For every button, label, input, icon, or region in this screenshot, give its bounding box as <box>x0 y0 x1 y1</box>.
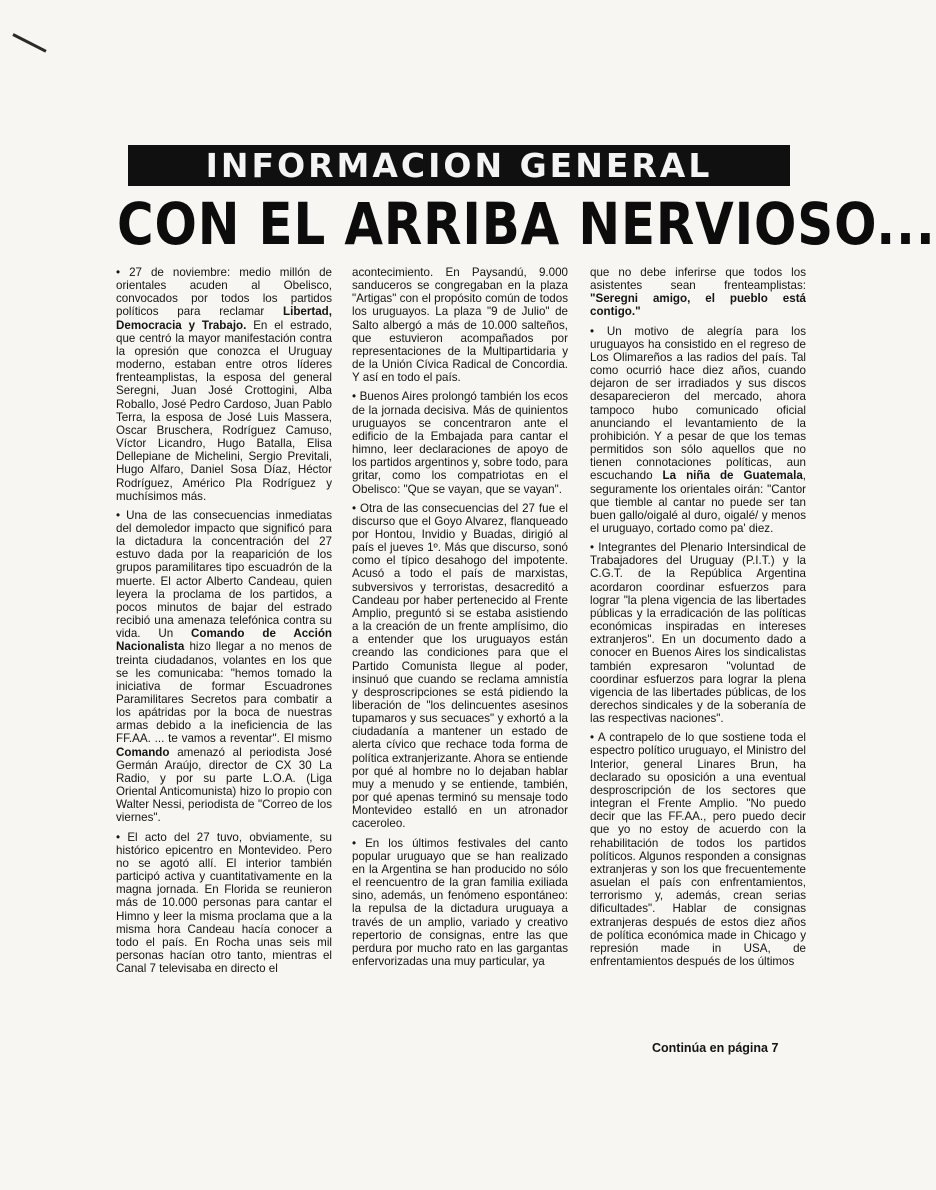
article-column-2 <box>352 266 568 968</box>
bold-text: "Seregni amigo, el pueblo está contigo." <box>590 292 806 319</box>
paragraph-text: • Una de las consecuencias inmediatas del demoledor impacto que significó para la dictadura la concentración del 27 estuvo dada por la reaparición de los grupos paramilitares tipo escuadrón de la muerte. El actor Alberto Candeau, quien leyera la proclama de los partidos, a pocos minutos de bajar del estrado recibió una amenaza telefónica contra su vida. Un <box>116 508 332 641</box>
article-paragraph <box>116 509 332 825</box>
paragraph-text: que no debe inferirse que todos los asistentes sean frenteamplistas: <box>590 266 806 293</box>
continued-on-page-note: Continúa en página 7 <box>652 1041 779 1055</box>
paragraph-text: amenazó al periodista José Germán Araújo, director de CX 30 La Radio, y por su parte L.O.A. (Liga Oriental Anticomunista) hizo lo propio con Walter Nessi, periodista de "Correo de los viernes". <box>116 745 332 825</box>
article-paragraph <box>352 390 568 495</box>
paragraph-text: En el estrado, que centró la mayor manifestación contra la opresión que conozca el Uruguay moderno, estaban entre otros líderes frenteamplistas, la esposa del general Seregni, Juan José Crottogini, Alba Roballo, José Pedro Cardoso, Juan Pablo Terra, la esposa de José Luis Massera, Oscar Bruschera, Rodríguez Camuso, Víctor Licandro, Hugo Batalla, Elisa Dellepiane de Michelini, Sergio Previtali, Hugo Alfaro, Daniel Sosa Díaz, Héctor Rodríguez, Américo Pla Rodríguez y muchísimos más. <box>116 318 332 503</box>
article-paragraph <box>116 831 332 976</box>
article-column-3 <box>590 266 806 968</box>
article-paragraph <box>116 266 332 503</box>
scan-margin-mark <box>12 33 46 52</box>
paragraph-text: • El acto del 27 tuvo, obviamente, su histórico epicentro en Montevideo. Pero no se agotó allí. El interior también participó activa y cuantitativamente en la magna jornada. En Florida se reunieron más de 10.000 personas para cantar el Himno y leer la misma proclama que a la misma hora Candeau hacía conocer a todo el país. En Rocha unas seis mil personas hacían otro tanto, mientras el Canal 7 televisaba en directo el <box>116 830 332 976</box>
article-paragraph <box>352 266 568 384</box>
paragraph-text: • Buenos Aires prolongó también los ecos de la jornada decisiva. Más de quinientos uruguayos se concentraron ante el edificio de la Embajada para cantar el himno, leer declaraciones de apoyo de los partidos argentinos y, sobre todo, para gritar, como los compatriotas en el Obelisco: "Que se vayan, que se vayan". <box>352 390 568 496</box>
bold-text: Comando <box>116 745 170 759</box>
paragraph-text: • Un motivo de alegría para los uruguayos ha consistido en el regreso de Los Olimareños a las radios del país. Tal como ocurrió hace diez años, cuando dejaron de ser irradiados y sus discos desaparecieron del mercado, ahora tampoco hubo comunicado oficial anunciando el levantamiento de la prohibición. Y a pesar de que los temas permitidos son sólo aquellos que no tienen connotaciones políticas, aun escuchando <box>590 324 806 483</box>
paragraph-text: • Integrantes del Plenario Intersindical de Trabajadores del Uruguay (P.I.T.) y la C.G.T. de la República Argentina acordaron coordinar esfuerzos para lograr "la plena vigencia de las libertades públicas y la erradicación de las políticas económicas inspiradas en intereses extranjeros". En un documento dado a conocer en Buenos Aires los sindicalistas también expresaron "voluntad de coordinar esfuerzos para lograr la plena vigencia de las libertades públicas, de los derechos sindicales y de la soberanía de las respectivas naciones". <box>590 541 806 726</box>
paragraph-text: • A contrapelo de lo que sostiene toda el espectro político uruguayo, el Ministro del Interior, general Linares Brun, ha declarado su oposición a una eventual desproscripción de los sectores que integran el Frente Amplio. "No puedo decir que las FF.AA., pero puedo decir que yo no estoy de acuerdo con la rehabilitación de todos los partidos políticos. Algunos responden a consignas extranjeras y son los que frecuentemente asuelan el país con enfrentamientos, terrorismo y, además, crean serias dificultades". Hablar de consignas extranjeras después de estos diez años de política económica made in Chicago y represión made in USA, de enfrentamientos después de los últimos <box>590 731 806 968</box>
paragraph-text: , seguramente los orientales oirán: "Cantor que tiemble al cantar no puede ser tan buen gallo/oigalé al duro, oigalé/ y menos el uruguayo, cortado como pa' diez. <box>590 469 806 535</box>
article-paragraph <box>590 325 806 536</box>
bold-text: Libertad, Democracia y Trabajo. <box>116 305 332 332</box>
article-paragraph <box>590 266 806 319</box>
bold-text: La niña de Guatemala <box>662 469 803 483</box>
bold-text: Comando de Acción Nacionalista <box>116 627 332 654</box>
article-paragraph <box>352 502 568 831</box>
article-paragraph <box>352 837 568 969</box>
page-headline: CON EL ARRIBA NERVIOSO... <box>117 190 936 258</box>
paragraph-text: hizo llegar a no menos de treinta ciudadanos, volantes en los que se les comunicaba: "hemos tomado la iniciativa de formar Escuadrones Paramilitares Secretos para combatir a los apátridas por la boca de nuestras armas debido a la ineficiencia de las FF.AA. ... te vamos a reventar". El mismo <box>116 640 332 746</box>
article-paragraph <box>590 731 806 968</box>
paragraph-text: • 27 de noviembre: medio millón de orientales acuden al Obelisco, convocados por todos los partidos políticos para reclamar <box>116 266 332 319</box>
paragraph-text: acontecimiento. En Paysandú, 9.000 sanduceros se congregaban en la plaza "Artigas" con el propósito común de todos los uruguayos. La plaza "9 de Julio" de Salto albergó a más de 10.000 salteños, que estuvieron acompañados por representaciones de la Multipartidaria y de la Unión Cívica Radical de Concordia. Y así en todo el país. <box>352 266 568 385</box>
section-title: INFORMACION GENERAL <box>128 145 790 186</box>
paragraph-text: • Otra de las consecuencias del 27 fue el discurso que el Goyo Alvarez, flanqueado por Hontou, Invidio y Buadas, dirigió al país el jueves 1º. Más que discurso, sonó como el típico desahogo del impotente. Acusó a todo el país de marxistas, subversivos y terroristas, desacreditó a Candeau por haber pertenecido al Frente Amplio, preguntó si se estaba asistiendo a la creación de un frente amplísimo, dio a entender que los uruguayos están creando las condiciones para que el Partido Comunista llegue al poder, insinuó que cuando se reclama amnistía y desproscripciones se está pidiendo la liberación de "los delincuentes asesinos tupamaros y sus secuaces" y exhortó a la ciudadanía a mantener un estado de alerta cívico que rechace toda forma de política extranjerizante. Ahora se entiende por qué al hombre no lo dejaban hablar muy a menudo y se entiende, también, por qué apenas terminó su mensaje todo Montevideo estalló en un atronador caceroleo. <box>352 501 568 831</box>
article-paragraph <box>590 541 806 725</box>
article-column-1 <box>116 266 332 975</box>
paragraph-text: • En los últimos festivales del canto popular uruguayo que se han realizado en la Argentina se han producido no sólo el reencuentro de la gran familia exiliada sino, además, un fenómeno espontáneo: la repulsa de la dictadura uruguaya a través de un amplio, variado y creativo repertorio de consignas, entre las que perdura por mucho rato en las gargantas enfervorizadas una muy particular, ya <box>352 836 568 968</box>
